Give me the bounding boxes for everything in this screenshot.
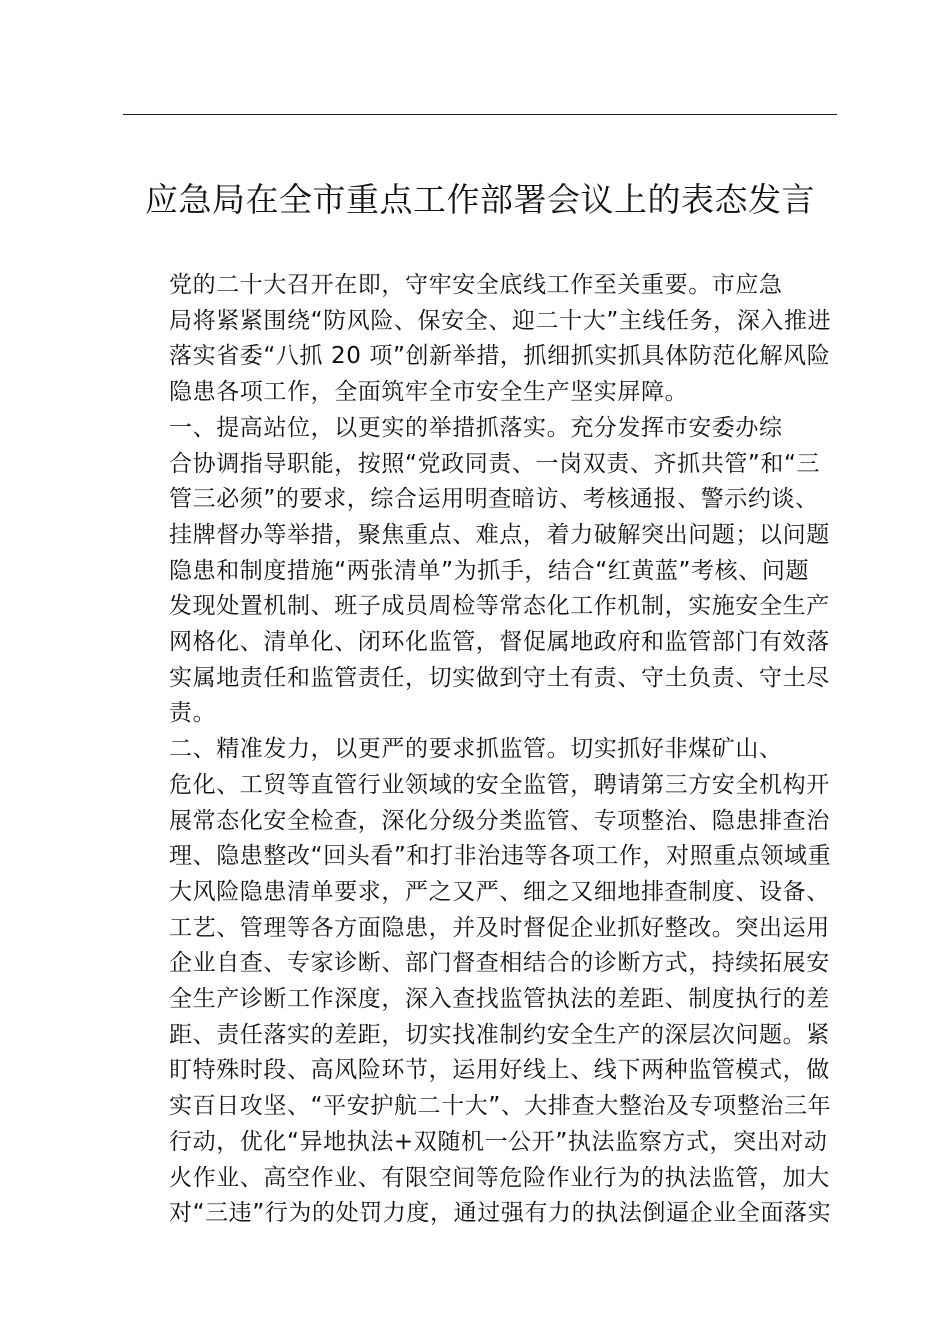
header-rule: [123, 114, 837, 115]
document-title: 应急局在全市重点工作部署会议上的表态发言: [145, 180, 815, 219]
text-line: 发现处置机制、班子成员周检等常态化工作机制，实施安全生产: [169, 593, 830, 620]
text-line: 工艺、管理等各方面隐患，并及时督促企业抓好整改。突出运用: [169, 914, 830, 941]
paragraph-section-1: [123, 411, 841, 732]
text-line: 实属地责任和监管责任，切实做到守土有责、守土负责、守土尽: [169, 664, 830, 691]
document-body: [123, 268, 841, 1232]
text-line: 落实省委“八抓 20 项”创新举措，抓细抓实抓具体防范化解风险: [169, 343, 831, 370]
text-line: 距、责任落实的差距，切实找准制约安全生产的深层次问题。紧: [169, 1021, 830, 1048]
text-line: 展常态化安全检查，深化分级分类监管、专项整治、隐患排查治: [169, 807, 830, 834]
text-line: 大风险隐患清单要求，严之又严、细之又细地排查制度、设备、: [169, 878, 830, 905]
text-line: 管三必须”的要求，综合运用明查暗访、考核通报、警示约谈、: [169, 486, 819, 513]
text-line: 挂牌督办等举措，聚焦重点、难点，着力破解突出问题；以问题: [169, 521, 830, 548]
text-line: 局将紧紧围绕“防风险、保安全、迎二十大”主线任务，深入推进: [169, 307, 832, 334]
text-line: 隐患各项工作，全面筑牢全市安全生产坚实屏障。: [169, 379, 689, 406]
text-line: 二、精准发力，以更严的要求抓监管。切实抓好非煤矿山、: [169, 736, 783, 763]
text-line: 党的二十大召开在即，守牢安全底线工作至关重要。市应急: [169, 272, 783, 298]
text-line: 网格化、清单化、闭环化监管，督促属地政府和监管部门有效落: [169, 629, 830, 656]
text-line: 危化、工贸等直管行业领域的安全监管，聘请第三方安全机构开: [169, 771, 830, 798]
text-line: 行动，优化“异地执法+双随机一公开”执法监察方式，突出对动: [169, 1128, 828, 1155]
text-line: 盯特殊时段、高风险环节，运用好线上、线下两种监管模式，做: [169, 1057, 830, 1084]
text-line: 全生产诊断工作深度，深入查找监管执法的差距、制度执行的差: [169, 986, 830, 1013]
paragraph-intro: [123, 268, 841, 411]
text-line: 企业自查、专家诊断、部门督查相结合的诊断方式，持续拓展安: [169, 950, 830, 977]
paragraph-section-2: [123, 732, 841, 1232]
text-line: 对“三违”行为的处罚力度，通过强有力的执法倒逼企业全面落实: [169, 1200, 832, 1227]
text-line: 合协调指导职能，按照“党政同责、一岗双责、齐抓共管”和“三: [169, 450, 821, 477]
text-line: 隐患和制度措施“两张清单”为抓手，结合“红黄蓝”考核、问题: [169, 557, 810, 584]
text-line: 实百日攻坚、“平安护航二十大”、大排查大整治及专项整治三年: [169, 1093, 832, 1120]
text-line: 火作业、高空作业、有限空间等危险作业行为的执法监管，加大: [169, 1164, 830, 1191]
text-line: 理、隐患整改“回头看”和打非治违等各项工作，对照重点领域重: [169, 843, 832, 870]
text-line: 责。: [169, 700, 217, 727]
text-line: 一、提高站位，以更实的举措抓落实。充分发挥市安委办综: [169, 414, 783, 441]
